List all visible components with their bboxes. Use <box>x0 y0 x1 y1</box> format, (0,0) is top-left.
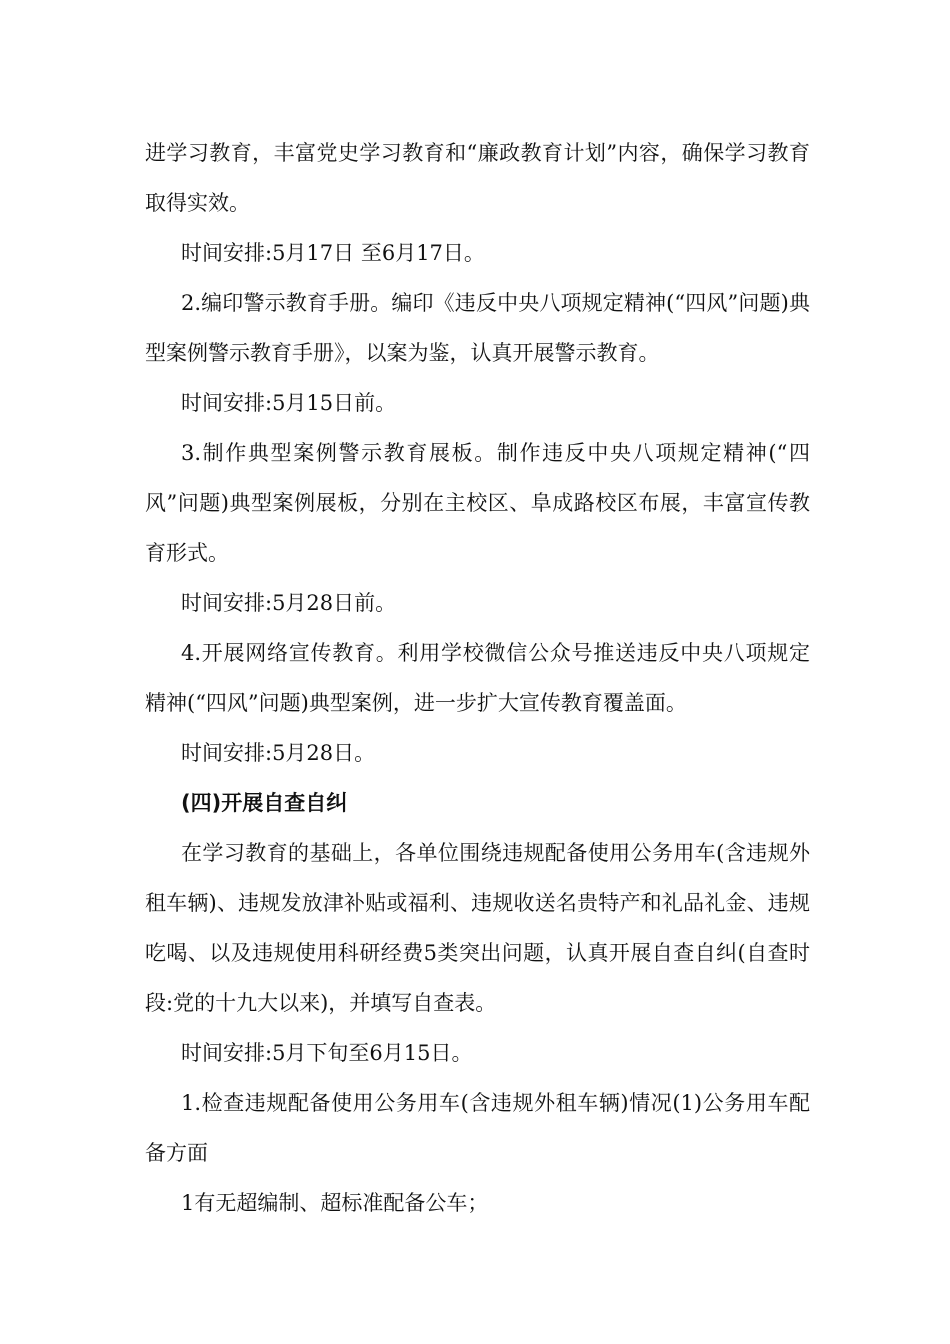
paragraph-schedule-4: 时间安排:5月28日。 <box>181 741 376 765</box>
section-heading: (四)开展自查自纠 <box>181 791 348 815</box>
paragraph-continuation: 进学习教育，丰富党史学习教育和“廉政教育计划”内容，确保学习教育取得实效。 <box>145 141 810 215</box>
document-body <box>145 128 810 1228</box>
paragraph-item-3: 3.制作典型案例警示教育展板。制作违反中央八项规定精神(“四风”问题)典型案例展板，分别在主校区、阜成路校区布展，丰富宣传教育形式。 <box>145 441 810 565</box>
paragraph-schedule-3: 时间安排:5月28日前。 <box>181 591 397 615</box>
paragraph-item-4: 4.开展网络宣传教育。利用学校微信公众号推送违反中央八项规定精神(“四风”问题)典型案例，进一步扩大宣传教育覆盖面。 <box>145 641 810 715</box>
paragraph-schedule-1: 时间安排:5月17日 至6月17日。 <box>181 241 485 265</box>
paragraph-check-vehicles: 1.检查违规配备使用公务用车(含违规外租车辆)情况(1)公务用车配备方面 <box>145 1091 810 1165</box>
paragraph-check-item-1: 1有无超编制、超标准配备公车； <box>181 1191 489 1215</box>
paragraph-self-check: 在学习教育的基础上，各单位围绕违规配备使用公务用车(含违规外租车辆)、违规发放津补贴或福利、违规收送名贵特产和礼品礼金、违规吃喝、以及违规使用科研经费5类突出问题，认真开展自查自纠(自查时段:党的十九大以来)，并填写自查表。 <box>145 841 810 1015</box>
paragraph-schedule-2: 时间安排:5月15日前。 <box>181 391 397 415</box>
paragraph-schedule-5: 时间安排:5月下旬至6月15日。 <box>181 1041 473 1065</box>
paragraph-item-2: 2.编印警示教育手册。编印《违反中央八项规定精神(“四风”问题)典型案例警示教育手册》，以案为鉴，认真开展警示教育。 <box>145 291 810 365</box>
